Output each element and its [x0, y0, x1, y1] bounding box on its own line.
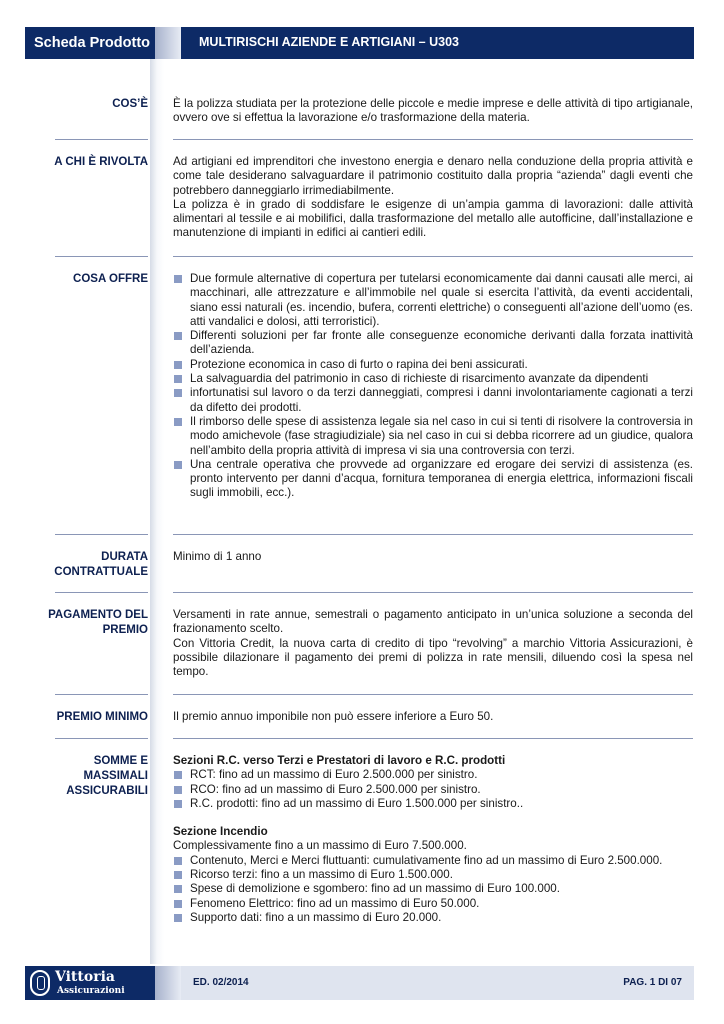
incendio-heading: Sezione Incendio	[173, 825, 268, 839]
square-bullet-icon	[174, 332, 182, 340]
edition-label: ED. 02/2014	[193, 977, 249, 988]
section-durata	[0, 535, 724, 592]
section-pagamento	[0, 593, 724, 694]
section-somme	[0, 739, 724, 925]
square-bullet-icon	[174, 914, 182, 922]
incendio-intro: Complessivamente fino a un massimo di Euro 7.500.000.	[173, 839, 467, 853]
list-item: Fenomeno Elettrico: fino ad un massimo di Euro 50.000.	[173, 897, 693, 911]
section-cosa-offre	[0, 257, 724, 534]
section-label-cose: COS’È	[112, 98, 148, 110]
content-sections	[0, 97, 724, 925]
product-title: MULTIRISCHI AZIENDE E ARTIGIANI – U303	[181, 27, 694, 59]
section-text-cose	[173, 97, 693, 126]
list-item: RCT: fino ad un massimo di Euro 2.500.000 per sinistro.	[173, 768, 693, 782]
section-text-somme	[173, 754, 693, 925]
section-label-pagamento: PAGAMENTO DEL PREMIO	[48, 609, 148, 636]
square-bullet-icon	[174, 375, 182, 383]
section-label-somme: SOMME E MASSIMALI ASSICURABILI	[66, 755, 148, 797]
square-bullet-icon	[174, 389, 182, 397]
square-bullet-icon	[174, 900, 182, 908]
document-type-title: Scheda Prodotto	[25, 27, 155, 59]
section-a-chi	[0, 140, 724, 256]
square-bullet-icon	[174, 771, 182, 779]
list-item: Spese di demolizione e sgombero: fino ad un massimo di Euro 100.000.	[173, 882, 693, 896]
square-bullet-icon	[174, 800, 182, 808]
section-cose	[0, 97, 724, 139]
durata-value: Minimo di 1 anno	[173, 550, 262, 563]
square-bullet-icon	[174, 461, 182, 469]
page-header	[25, 27, 694, 59]
page-footer	[25, 966, 694, 1000]
pagamento-paragraph-2: Con Vittoria Credit, la nuova carta di credito di tipo “revolving” a marchio Vittoria Assicurazioni, è possibile dilazionare il pagamento dei premi di polizza in rate mensili, diluendo così la spesa nel tempo.	[173, 636, 693, 679]
square-bullet-icon	[174, 418, 182, 426]
premio-minimo-value: Il premio annuo imponibile non può essere inferiore a Euro 50.	[173, 710, 494, 723]
section-text-durata	[173, 550, 693, 564]
rc-list	[173, 768, 693, 811]
square-bullet-icon	[174, 786, 182, 794]
list-item: Una centrale operativa che provvede ad organizzare ed erogare dei servizi di assistenza (es. pronto intervento per danni d’acqua, fornitura temporanea di energia elettrica, informazioni fiscali sugli immobili, ecc.).	[173, 458, 693, 501]
section-text-a-chi	[173, 155, 693, 241]
list-item: La salvaguardia del patrimonio in caso di richieste di risarcimento avanzate da dipendenti	[173, 372, 693, 386]
list-item: RCO: fino ad un massimo di Euro 2.500.000 per sinistro.	[173, 783, 693, 797]
section-text-premio-minimo	[173, 710, 693, 724]
page-number: PAG. 1 DI 07	[623, 977, 682, 988]
footer-gradient-separator	[155, 966, 181, 1000]
cosa-offre-list	[173, 272, 693, 501]
rc-heading: Sezioni R.C. verso Terzi e Prestatori di lavoro e R.C. prodotti	[173, 754, 506, 767]
header-gradient-separator	[155, 27, 181, 59]
list-item: Differenti soluzioni per far fronte alle conseguenze economiche derivanti dalla forzata inattività dell’azienda.	[173, 329, 693, 358]
square-bullet-icon	[174, 857, 182, 865]
section-label-cosa-offre: COSA OFFRE	[73, 273, 148, 285]
square-bullet-icon	[174, 275, 182, 283]
list-item: Protezione economica in caso di furto o rapina dei beni assicurati.	[173, 358, 693, 372]
list-item: Contenuto, Merci e Merci fluttuanti: cumulativamente fino ad un massimo di Euro 2.500.000.	[173, 854, 693, 868]
section-text-cosa-offre	[173, 272, 693, 501]
square-bullet-icon	[174, 361, 182, 369]
section-label-a-chi: A CHI È RIVOLTA	[54, 156, 148, 168]
a-chi-paragraph-2: La polizza è in grado di soddisfare le esigenze di un’ampia gamma di lavorazioni: dalle attività alimentari al tessile e ai mobilifici, dalla trasformazione del metallo alle autofficine, dall’installazione e manutenzione di impianti in edifici ai cantieri edili.	[173, 197, 693, 240]
logo-name: Vittoria	[55, 969, 115, 985]
footer-bar	[181, 966, 694, 1000]
square-bullet-icon	[174, 871, 182, 879]
list-item: infortunatisi sul lavoro o da terzi danneggiati, compresi i danni involontariamente cagionati a terzi da difetto dei prodotti.	[173, 386, 693, 415]
list-item: R.C. prodotti: fino ad un massimo di Euro 1.500.000 per sinistro..	[173, 797, 693, 811]
vittoria-logo	[25, 966, 155, 1000]
section-label-premio-minimo: PREMIO MINIMO	[56, 711, 148, 723]
list-item: Supporto dati: fino a un massimo di Euro 20.000.	[173, 911, 693, 925]
section-label-durata: DURATA CONTRATTUALE	[54, 551, 148, 578]
list-item: Ricorso terzi: fino a un massimo di Euro 1.500.000.	[173, 868, 693, 882]
section-premio-minimo	[0, 695, 724, 738]
square-bullet-icon	[174, 885, 182, 893]
incendio-list	[173, 854, 693, 925]
vittoria-emblem-icon	[30, 970, 50, 996]
pagamento-paragraph-1: Versamenti in rate annue, semestrali o pagamento anticipato in un’unica soluzione a seconda del frazionamento scelto.	[173, 608, 693, 636]
list-item: Il rimborso delle spese di assistenza legale sia nel caso in cui si tenti di risolvere la controversia in modo amichevole (fase stragiudiziale) sia nel caso in cui si debba ricorrere ad un giudice, qualora nell’ambito della propria attività di impresa vi sia una controversia con terzi.	[173, 415, 693, 458]
logo-subtitle: Assicurazioni	[57, 986, 125, 996]
a-chi-paragraph-1: Ad artigiani ed imprenditori che investono energia e denaro nella conduzione della propria attività e come tale desiderano salvaguardare il patrimonio costituito dalla propria “azienda” dagli eventi che potrebbero danneggiarlo irrimediabilmente.	[173, 155, 693, 197]
cose-paragraph: È la polizza studiata per la protezione delle piccole e medie imprese e delle attività di tipo artigianale, ovvero ove si effettua la lavorazione e/o trasformazione della materia.	[173, 97, 693, 125]
list-item: Due formule alternative di copertura per tutelarsi economicamente dai danni causati alle merci, ai macchinari, alle attrezzature e all’immobile nel quale si esercita l’attività, da eventi accidentali, siano essi naturali (es. incendio, bufera, correnti elettriche) o conseguenti all’azione dell’uomo (es. atti vandalici e dolosi, atti terroristici).	[173, 272, 693, 329]
section-text-pagamento	[173, 608, 693, 679]
